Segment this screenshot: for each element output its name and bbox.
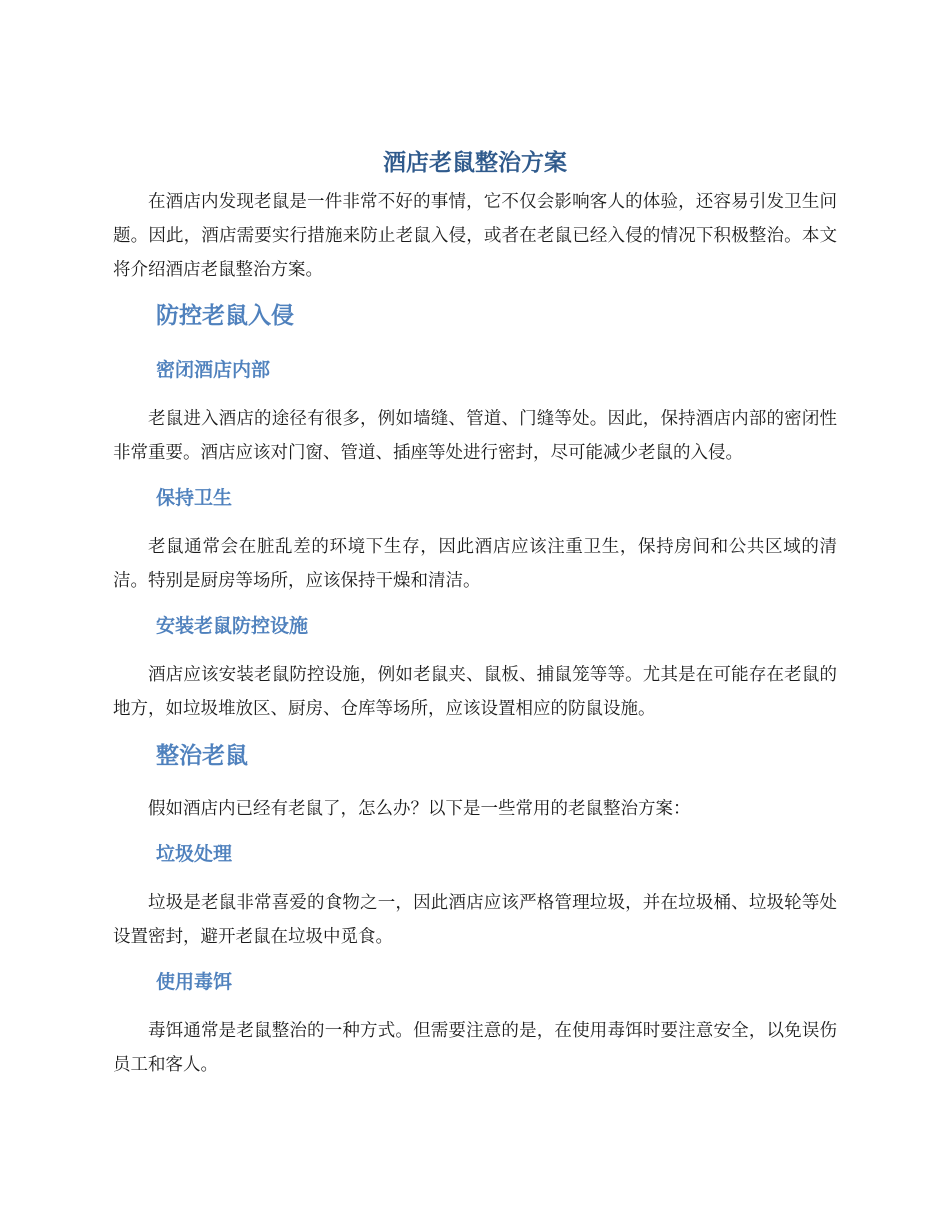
section-heading-prevent-rats: 防控老鼠入侵 bbox=[156, 303, 294, 329]
subsection-heading-install-devices: 安装老鼠防控设施 bbox=[156, 615, 309, 637]
paragraph-keep-clean: 老鼠通常会在脏乱差的环境下生存，因此酒店应该注重卫生，保持房间和公共区域的清洁。特别是厨房等场所，应该保持干燥和清洁。 bbox=[113, 537, 837, 591]
paragraph-control-intro: 假如酒店内已经有老鼠了，怎么办？以下是一些常用的老鼠整治方案： bbox=[148, 799, 691, 819]
paragraph-seal-interior: 老鼠进入酒店的途径有很多，例如墙缝、管道、门缝等处。因此，保持酒店内部的密闭性非常重要。酒店应该对门窗、管道、插座等处进行密封，尽可能减少老鼠的入侵。 bbox=[113, 409, 837, 463]
subsection-heading-keep-clean: 保持卫生 bbox=[156, 487, 233, 509]
paragraph-garbage: 垃圾是老鼠非常喜爱的食物之一，因此酒店应该严格管理垃圾，并在垃圾桶、垃圾轮等处设置密封，避开老鼠在垃圾中觅食。 bbox=[113, 893, 837, 947]
subsection-heading-poison-bait: 使用毒饵 bbox=[156, 971, 233, 993]
intro-paragraph: 在酒店内发现老鼠是一件非常不好的事情，它不仅会影响客人的体验，还容易引发卫生问题。因此，酒店需要实行措施来防止老鼠入侵，或者在老鼠已经入侵的情况下积极整治。本文将介绍酒店老鼠整治方案。 bbox=[113, 192, 837, 280]
document-title: 酒店老鼠整治方案 bbox=[383, 150, 567, 176]
paragraph-install-devices: 酒店应该安装老鼠防控设施，例如老鼠夹、鼠板、捕鼠笼等等。尤其是在可能存在老鼠的地方，如垃圾堆放区、厨房、仓库等场所，应该设置相应的防鼠设施。 bbox=[113, 665, 837, 719]
subsection-heading-garbage: 垃圾处理 bbox=[156, 843, 233, 865]
subsection-heading-seal-interior: 密闭酒店内部 bbox=[156, 359, 271, 381]
paragraph-poison-bait: 毒饵通常是老鼠整治的一种方式。但需要注意的是，在使用毒饵时要注意安全，以免误伤员工和客人。 bbox=[113, 1021, 837, 1075]
section-heading-control-rats: 整治老鼠 bbox=[156, 743, 248, 769]
